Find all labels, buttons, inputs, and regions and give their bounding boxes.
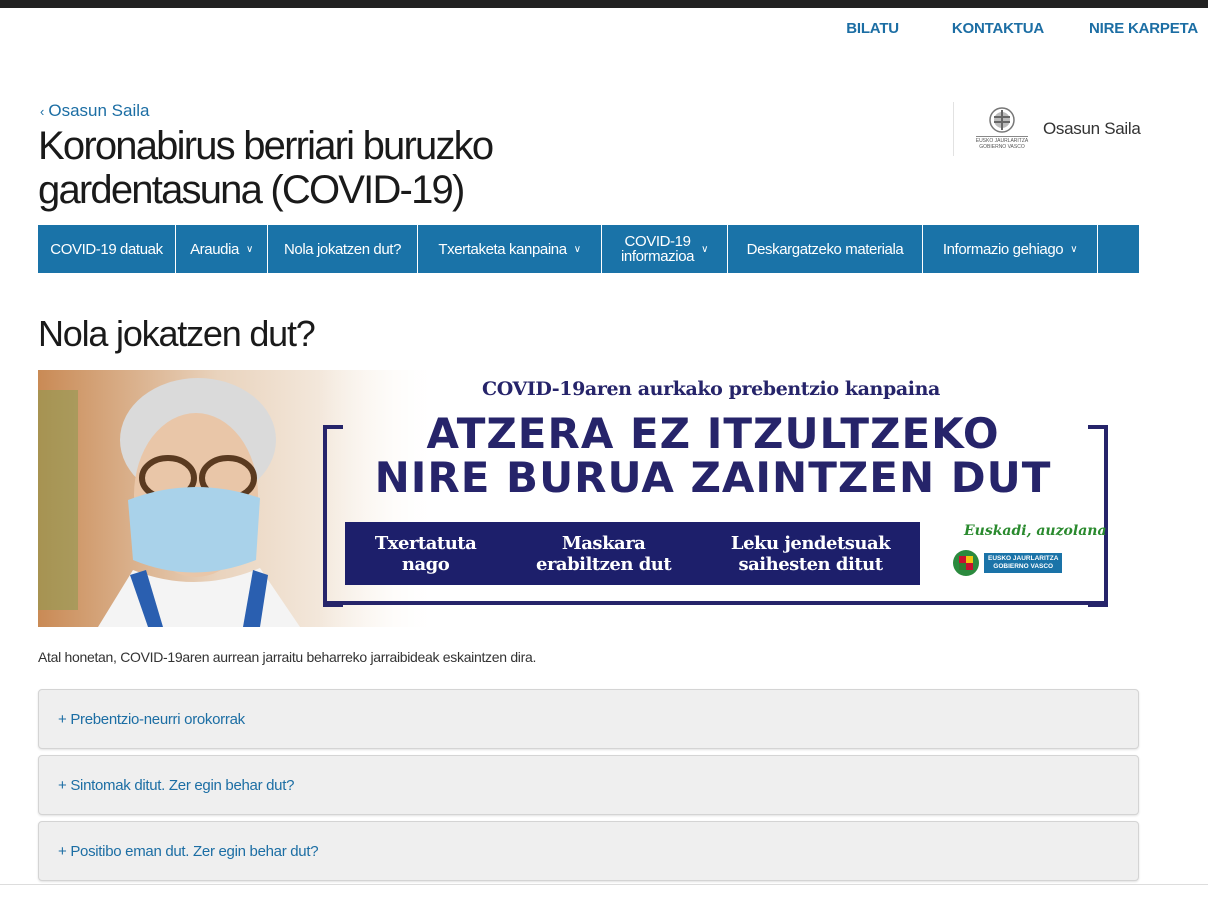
nav-label: COVID-19 datuak [50, 240, 163, 258]
accordion-tested-positive[interactable] [38, 821, 1139, 881]
banner-item-vaccinated [375, 533, 476, 575]
nav-item-regulations[interactable] [176, 225, 268, 273]
banner-item-line2: nago [401, 553, 450, 575]
nav-label: Informazio gehiago [942, 240, 1064, 258]
site-title: Koronabirus berriari buruzko gardentasuna (COVID-19) [38, 124, 493, 212]
chevron-down-icon: ∨ [1070, 243, 1078, 255]
basque-shield-icon [952, 548, 980, 578]
nav-label-line2: informazioa [620, 248, 695, 265]
banner-gov-logo [952, 546, 1078, 580]
search-link[interactable]: BILATU [846, 20, 899, 37]
nav-item-more-info[interactable] [923, 225, 1098, 273]
banner-item-line2: erabiltzen dut [536, 553, 672, 575]
accordion-prevention-measures[interactable] [38, 689, 1139, 749]
department-name: Osasun Saila [1043, 119, 1141, 138]
government-logo [973, 106, 1031, 152]
banner-item-line1: Maskara [561, 532, 646, 554]
department-badge[interactable] [953, 102, 1143, 156]
banner-slogan: Euskadi, auzolana [964, 523, 1107, 539]
nav-label-line1: COVID-19 [624, 233, 691, 250]
nav-item-downloads[interactable] [728, 225, 923, 273]
nav-label: Nola jokatzen dut? [283, 240, 402, 258]
banner-frame-right [1088, 425, 1108, 607]
accordion-label: + Positibo eman dut. Zer egin behar dut? [58, 842, 319, 860]
campaign-banner[interactable] [38, 370, 1139, 627]
accordion-have-symptoms[interactable] [38, 755, 1139, 815]
banner-frame-left [323, 425, 343, 607]
utility-nav [846, 20, 1198, 37]
banner-headline-line1: ATZERA EZ ITZULTZEKO [426, 409, 1000, 458]
chevron-down-icon: ∨ [701, 243, 709, 255]
my-folder-link[interactable]: NIRE KARPETA [1089, 20, 1198, 37]
banner-message-strip [345, 522, 920, 585]
logo-text-line1: EUSKO JAURLARITZA [975, 138, 1029, 144]
banner-gov-line1: EUSKO JAURLARITZA [988, 555, 1059, 562]
banner-headline-line2: NIRE BURUA ZAINTZEN DUT [374, 453, 1052, 502]
intro-text: Atal honetan, COVID-19aren aurrean jarraitu beharreko jarraibideak eskaintzen dira. [38, 649, 537, 665]
nav-label: Araudia [190, 240, 239, 258]
nav-item-vaccination-campaign[interactable] [418, 225, 602, 273]
banner-headline [358, 409, 1068, 502]
banner-gov-line2: GOBIERNO VASCO [993, 563, 1054, 570]
banner-item-mask [536, 533, 671, 575]
logo-text-line2: GOBIERNO VASCO [979, 144, 1025, 150]
top-bar [0, 0, 1208, 8]
page-heading: Nola jokatzen dut? [38, 313, 315, 354]
banner-gov-tag [984, 553, 1062, 573]
footer-divider [0, 884, 1208, 885]
accordion-label: + Prebentzio-neurri orokorrak [58, 710, 245, 728]
nav-label: Txertaketa kanpaina [438, 240, 567, 258]
nav-item-how-to-act[interactable] [268, 225, 418, 273]
chevron-down-icon: ∨ [573, 243, 581, 255]
nav-label: Deskargatzeko materiala [746, 240, 904, 258]
chevron-down-icon: ∨ [245, 243, 253, 255]
banner-item-line2: saihesten ditut [738, 553, 883, 575]
banner-subtitle: COVID-19aren aurkako prebentzio kanpaina [482, 378, 940, 400]
contact-link[interactable]: KONTAKTUA [951, 20, 1044, 37]
banner-item-line1: Txertatuta [374, 532, 477, 554]
nav-item-covid-data[interactable] [38, 225, 176, 273]
banner-item-avoid-crowds [731, 533, 890, 575]
breadcrumb-label: Osasun Saila [48, 101, 150, 120]
chevron-left-icon: ‹ [40, 103, 45, 119]
accordion-label: + Sintomak ditut. Zer egin behar dut? [58, 776, 295, 794]
banner-frame-bottom [323, 601, 1108, 605]
banner-item-line1: Leku jendetsuak [730, 532, 891, 554]
nav-item-covid-info[interactable] [602, 225, 728, 273]
breadcrumb-back-link[interactable] [40, 101, 149, 121]
main-nav [38, 225, 1139, 273]
coat-of-arms-icon [985, 106, 1019, 136]
